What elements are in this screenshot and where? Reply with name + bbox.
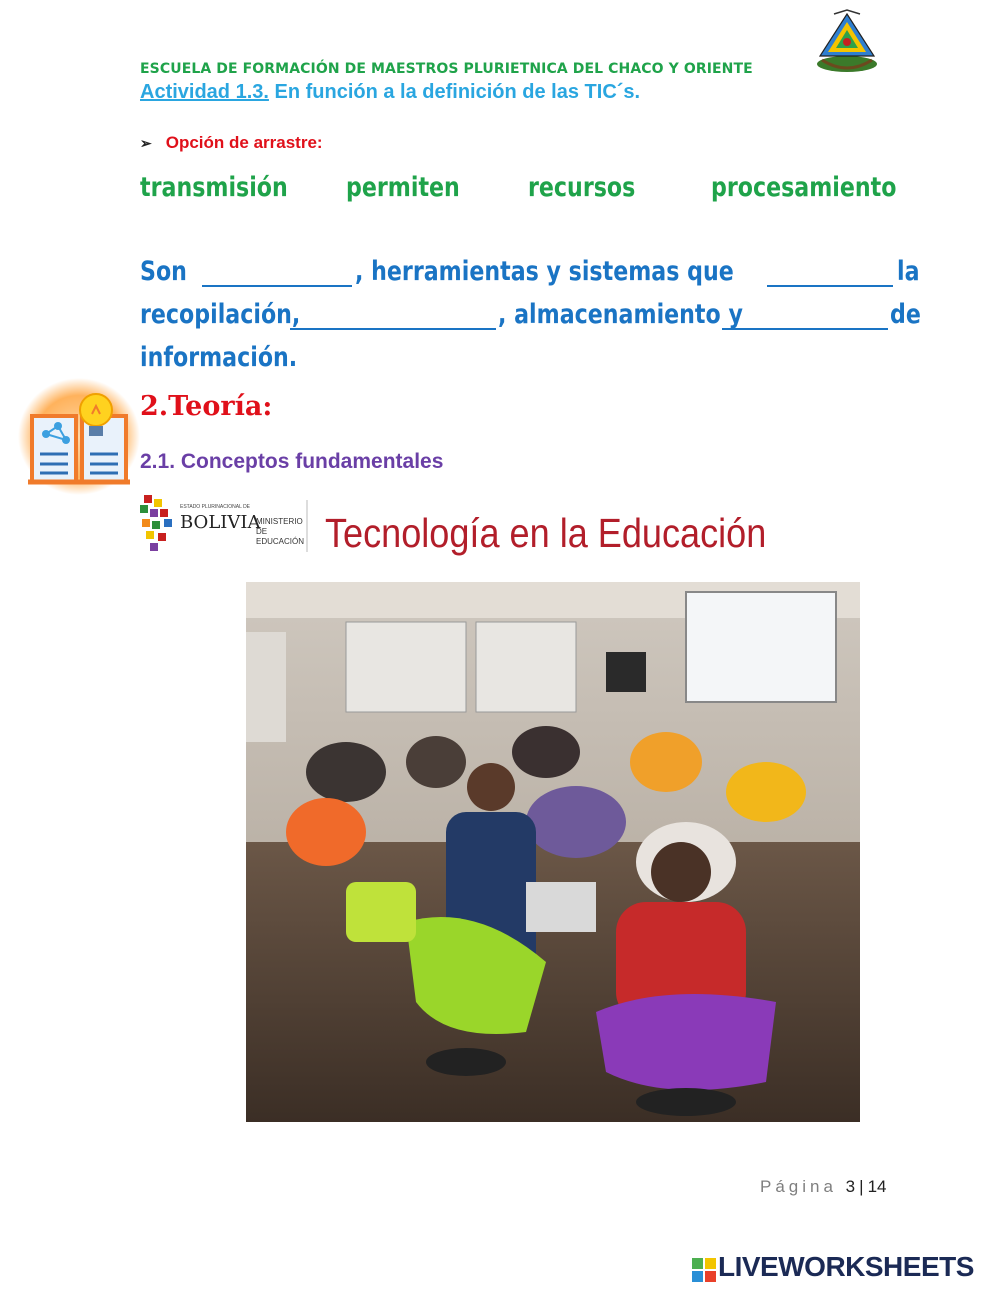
paragraph-text: información. xyxy=(140,342,298,373)
paragraph-text: Son xyxy=(140,256,187,287)
drag-option-label xyxy=(140,133,323,153)
activity-number: Actividad 1.3. xyxy=(140,81,269,103)
page-number xyxy=(760,1177,886,1197)
drop-blank-4[interactable] xyxy=(722,328,888,330)
activity-text: En función a la definición de las TIC´s. xyxy=(268,81,641,103)
drag-option-text: Opción de arrastre: xyxy=(165,133,323,152)
paragraph-line-1 xyxy=(140,250,920,293)
paragraph-line-2 xyxy=(140,293,921,336)
paragraph-text: , herramientas y sistemas que xyxy=(355,256,734,287)
banner-divider xyxy=(306,500,308,552)
paragraph-line-3 xyxy=(140,336,915,379)
drag-word-permiten[interactable]: permiten xyxy=(346,172,460,203)
paragraph-text: , almacenamiento y xyxy=(498,299,743,330)
arrow-bullet-icon: ➢ xyxy=(140,135,152,151)
school-name: ESCUELA DE FORMACIÓN DE MAESTROS PLURIETNICA DEL CHACO Y ORIENTE xyxy=(140,61,753,77)
school-crest-icon xyxy=(812,8,882,74)
liveworksheets-brand[interactable]: LIVEWORKSHEETS xyxy=(718,1251,974,1282)
drop-blank-1[interactable] xyxy=(202,285,352,287)
page-separator: | xyxy=(859,1177,864,1196)
page-word: Página xyxy=(760,1177,837,1196)
liveworksheets-logo-icon xyxy=(692,1258,716,1282)
book-lightbulb-icon xyxy=(14,374,144,499)
bolivia-logo-icon xyxy=(138,493,178,553)
paragraph-text: recopilación, xyxy=(140,299,301,330)
paragraph-text: de xyxy=(890,299,921,330)
drop-blank-3[interactable] xyxy=(290,328,496,330)
classroom-photo xyxy=(246,582,860,1122)
drag-word-recursos[interactable]: recursos xyxy=(528,172,636,203)
theory-title: 2.Teoría: xyxy=(140,391,273,422)
page-current: 3 xyxy=(845,1177,856,1196)
country-label: BOLIVIA xyxy=(180,512,261,533)
banner-title: Tecnología en la Educación xyxy=(325,510,767,556)
drop-blank-2[interactable] xyxy=(767,285,893,287)
activity-heading xyxy=(140,81,640,104)
page-total: 14 xyxy=(867,1177,887,1196)
concepts-subtitle: 2.1. Conceptos fundamentales xyxy=(140,450,444,473)
definition-paragraph xyxy=(140,250,921,379)
drag-word-transmision[interactable]: transmisión xyxy=(140,172,288,203)
state-label: ESTADO PLURINACIONAL DE xyxy=(180,504,251,510)
drag-word-procesamiento[interactable]: procesamiento xyxy=(711,172,897,203)
ministry-label: MINISTERIO DE EDUCACIÓN xyxy=(256,517,305,546)
paragraph-text: la xyxy=(897,256,920,287)
